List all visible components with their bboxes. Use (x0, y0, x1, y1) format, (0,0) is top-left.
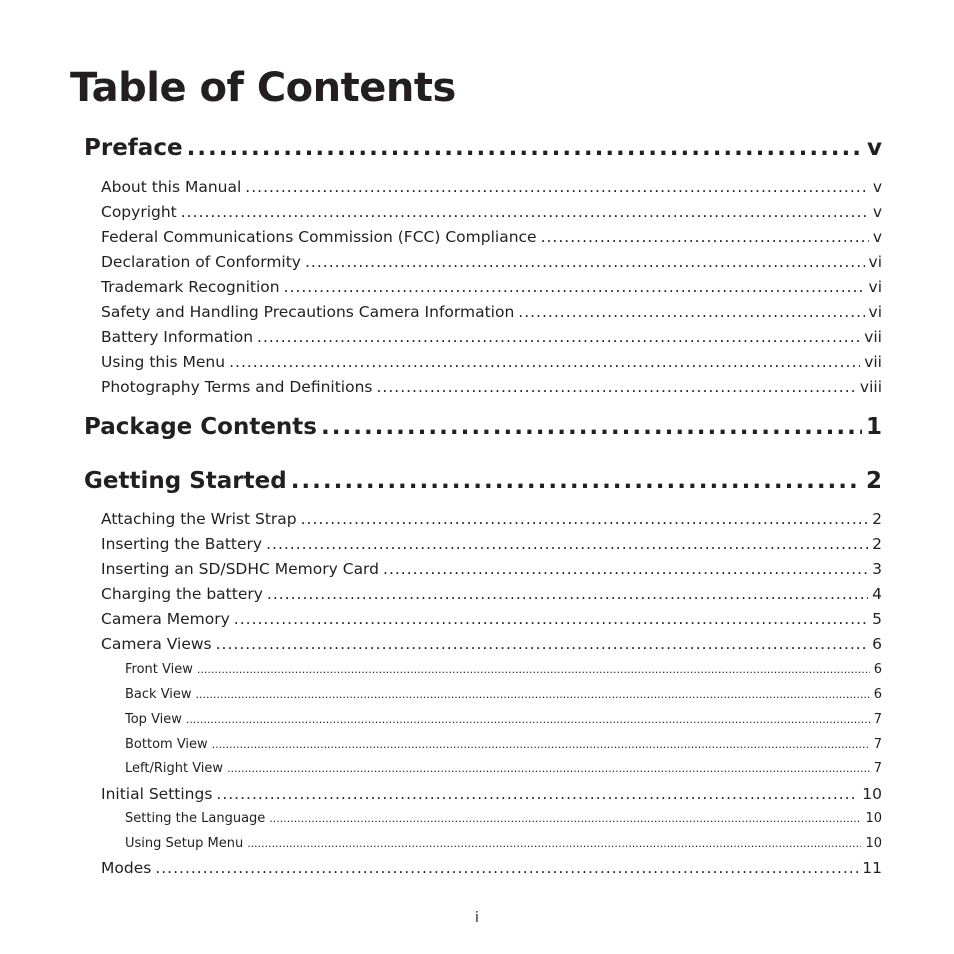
toc-subentry[interactable] (125, 710, 882, 730)
toc-entry[interactable] (101, 176, 882, 198)
dot-leader (186, 710, 870, 730)
toc-subentry[interactable] (125, 759, 882, 779)
toc-subentry[interactable] (125, 685, 882, 705)
toc-entry[interactable] (101, 226, 882, 248)
toc-page-number: 3 (872, 560, 882, 578)
dot-leader (284, 276, 865, 298)
dot-leader (227, 759, 870, 779)
toc-entry[interactable] (101, 326, 882, 348)
dot-leader (301, 508, 869, 530)
toc-entry-label: Front View (125, 662, 193, 677)
toc-entry-label: Bottom View (125, 737, 208, 752)
toc-page-number: 11 (862, 859, 882, 877)
toc-entry-label: Top View (125, 712, 182, 727)
dot-leader (376, 376, 855, 398)
dot-leader (541, 226, 869, 248)
toc-page-number: vii (864, 353, 882, 371)
dot-leader (245, 176, 869, 198)
toc-entry-label: Back View (125, 687, 192, 702)
toc-page-number: v (872, 228, 882, 246)
toc-page-number: 10 (865, 811, 882, 826)
toc-section-package-contents[interactable] (84, 412, 882, 442)
toc-subentry[interactable] (125, 834, 882, 854)
toc-page-number: vi (868, 303, 882, 321)
toc-page-number: 6 (873, 687, 882, 702)
toc-entry[interactable] (101, 251, 882, 273)
toc-section-title: Preface (84, 135, 183, 161)
toc-section-preface[interactable] (84, 133, 882, 163)
toc-page-number: 4 (872, 585, 882, 603)
toc-entry-label: Using Setup Menu (125, 836, 244, 851)
toc-page-number: 10 (862, 785, 882, 803)
dot-leader (212, 735, 870, 755)
toc-entry-label: Modes (101, 859, 152, 877)
toc-page-number: 7 (873, 761, 882, 776)
toc-section-title: Getting Started (84, 468, 287, 494)
toc-page-number: viii (859, 378, 882, 396)
toc-entry[interactable] (101, 201, 882, 223)
toc-entry[interactable] (101, 783, 882, 805)
toc-page-number: 6 (872, 635, 882, 653)
toc-entry-label: Photography Terms and Definitions (101, 378, 373, 396)
toc-entry[interactable] (101, 558, 882, 580)
toc-entry[interactable] (101, 276, 882, 298)
page-number-footer: i (475, 910, 479, 926)
toc-entry-label: Inserting an SD/SDHC Memory Card (101, 560, 380, 578)
dot-leader (181, 201, 869, 223)
toc-entry-label: Setting the Language (125, 811, 266, 826)
toc-entry-label: Battery Information (101, 328, 254, 346)
toc-entry[interactable] (101, 857, 882, 879)
toc-entry-label: Declaration of Conformity (101, 253, 301, 271)
dot-leader (518, 301, 864, 323)
dot-leader (383, 558, 868, 580)
dot-leader (196, 685, 870, 705)
toc-entry-label: Copyright (101, 203, 177, 221)
toc-page-number: 5 (872, 610, 882, 628)
toc-page-number: v (872, 203, 882, 221)
toc-entry-label: Attaching the Wrist Strap (101, 510, 297, 528)
toc-page-number: vi (868, 278, 882, 296)
dot-leader (291, 466, 862, 496)
toc-entry-label: Left/Right View (125, 761, 224, 776)
toc-entry-label: Using this Menu (101, 353, 226, 371)
toc-entry-label: About this Manual (101, 178, 242, 196)
dot-leader (216, 633, 869, 655)
toc-entry[interactable] (101, 376, 882, 398)
toc-entry[interactable] (101, 633, 882, 655)
dot-leader (257, 326, 860, 348)
toc-entry[interactable] (101, 508, 882, 530)
dot-leader (305, 251, 865, 273)
toc-page-number: v (872, 178, 882, 196)
toc-page-number: v (867, 135, 882, 161)
toc-page-number: 10 (865, 836, 882, 851)
toc-subentry[interactable] (125, 809, 882, 829)
toc-subentry[interactable] (125, 735, 882, 755)
toc-page-number: 7 (873, 737, 882, 752)
toc-page-number: vi (868, 253, 882, 271)
toc-entry[interactable] (101, 608, 882, 630)
dot-leader (266, 533, 868, 555)
toc-entry[interactable] (101, 301, 882, 323)
dot-leader (234, 608, 868, 630)
toc-page-number: vii (864, 328, 882, 346)
dot-leader (216, 783, 858, 805)
dot-leader (321, 412, 862, 442)
toc-entry[interactable] (101, 533, 882, 555)
toc-entry-label: Trademark Recognition (101, 278, 280, 296)
toc-entry-label: Camera Views (101, 635, 212, 653)
toc-subentry[interactable] (125, 660, 882, 680)
toc-entry-label: Federal Communications Commission (FCC) Compliance (101, 228, 537, 246)
dot-leader (155, 857, 858, 879)
toc-page-number: 6 (873, 662, 882, 677)
toc-entry[interactable] (101, 351, 882, 373)
toc-page-number: 1 (865, 414, 882, 440)
toc-section-title: Package Contents (84, 414, 317, 440)
dot-leader (269, 809, 861, 829)
dot-leader (187, 133, 863, 163)
dot-leader (267, 583, 868, 605)
page-title: Table of Contents (70, 65, 456, 111)
toc-entry-label: Camera Memory (101, 610, 230, 628)
toc-entry-label: Safety and Handling Precautions Camera Information (101, 303, 515, 321)
toc-entry-label: Charging the battery (101, 585, 263, 603)
dot-leader (247, 834, 861, 854)
toc-entry-label: Initial Settings (101, 785, 213, 803)
toc-page-number: 2 (865, 468, 882, 494)
toc-page-number: 2 (872, 535, 882, 553)
toc-page-number: 7 (873, 712, 882, 727)
toc-section-getting-started[interactable] (84, 466, 882, 496)
toc-entry-label: Inserting the Battery (101, 535, 263, 553)
dot-leader (197, 660, 870, 680)
toc-entry[interactable] (101, 583, 882, 605)
toc-page-number: 2 (872, 510, 882, 528)
dot-leader (229, 351, 860, 373)
